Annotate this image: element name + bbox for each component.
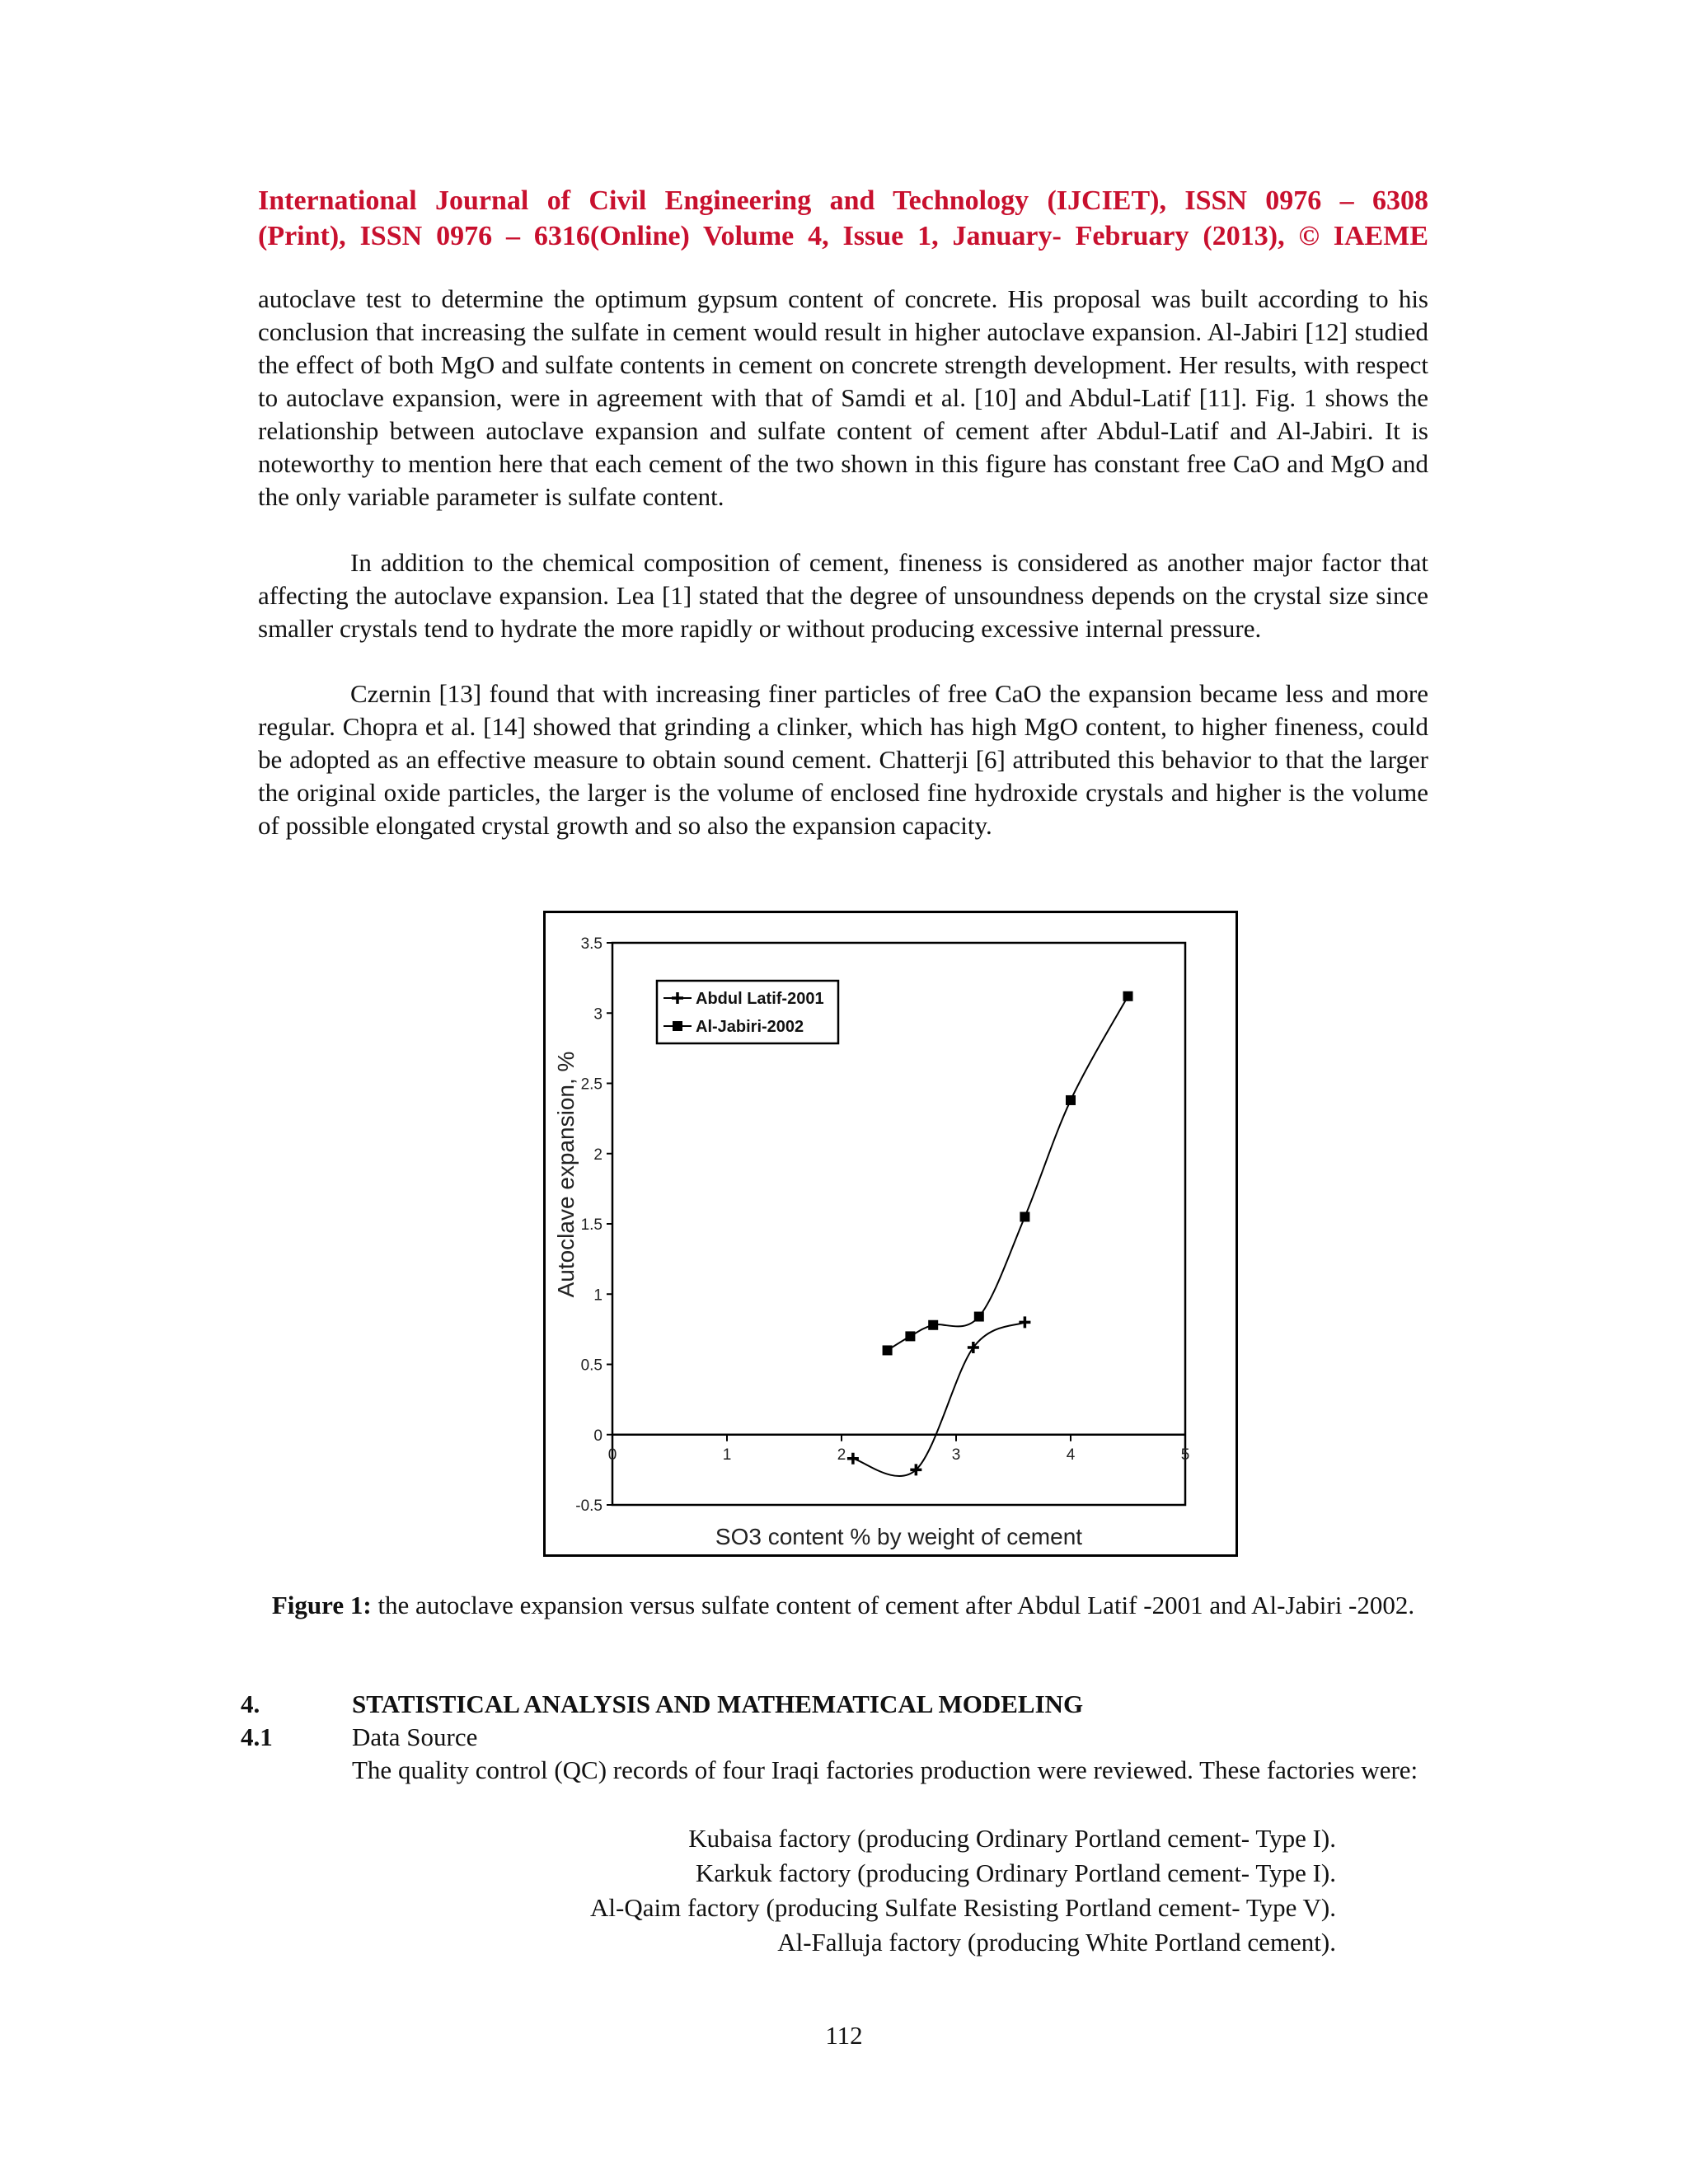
series-al-jabiri-2002 bbox=[883, 991, 1133, 1356]
paragraph-fineness bbox=[258, 546, 1428, 645]
paragraph-czernin bbox=[258, 677, 1428, 842]
data-point-square bbox=[928, 1320, 938, 1330]
data-point-square bbox=[883, 1345, 893, 1355]
data-point-plus bbox=[1019, 1316, 1030, 1328]
series-line bbox=[888, 996, 1128, 1351]
factory-item: Karkuk factory (producing Ordinary Portland cement- Type I). bbox=[695, 1858, 1336, 1887]
data-point-square bbox=[905, 1331, 915, 1341]
caption-label: Figure 1: bbox=[271, 1591, 372, 1619]
data-point-square bbox=[1123, 991, 1133, 1001]
x-axis-label: SO3 content % by weight of cement bbox=[715, 1524, 1083, 1549]
data-source-paragraph: The quality control (QC) records of four Iraqi factories production were reviewed. These factories were: bbox=[352, 1755, 1418, 1784]
data-point-plus bbox=[847, 1453, 859, 1465]
y-tick-label: 0 bbox=[593, 1427, 603, 1445]
y-tick-label: -0.5 bbox=[575, 1497, 603, 1515]
factory-item: Al-Qaim factory (producing Sulfate Resisting Portland cement- Type V). bbox=[590, 1893, 1336, 1922]
factory-item: Kubaisa factory (producing Ordinary Portland cement- Type I). bbox=[688, 1824, 1336, 1853]
factory-list bbox=[352, 1821, 1336, 1960]
series-abdul-latif-2001 bbox=[847, 1316, 1031, 1476]
figure-caption bbox=[258, 1589, 1428, 1622]
paragraph-text: autoclave test to determine the optimum gypsum content of concrete. His proposal was built according to his conclusion that increasing the sulfate in cement would result in higher autoclave expansion. Al-Jabiri [12] studied the effect of both MgO and sulfate contents in cement on concrete strength development. Her results, with respect to autoclave expansion, were in agreement with that of Samdi et al. [10] and Abdul-Latif [11]. Fig. 1 shows the relationship between autoclave expansion and sulfate content of cement after Abdul-Latif and Al-Jabiri. It is noteworthy to mention here that each cement of the two shown in this figure has constant free CaO and MgO and the only variable parameter is sulfate content. bbox=[258, 284, 1428, 511]
caption-text: the autoclave expansion versus sulfate content of cement after Abdul Latif -2001 and Al-Jabiri -2002. bbox=[371, 1591, 1415, 1619]
factory-item: Al-Falluja factory (producing White Portland cement). bbox=[777, 1928, 1336, 1957]
y-tick-label: 1 bbox=[593, 1286, 603, 1305]
data-point-square bbox=[673, 1021, 682, 1031]
chart-svg bbox=[546, 913, 1240, 1559]
data-point-square bbox=[1020, 1212, 1029, 1221]
section-title: STATISTICAL ANALYSIS AND MATHEMATICAL MODELING bbox=[352, 1690, 1084, 1718]
x-tick-label: 3 bbox=[951, 1446, 961, 1464]
x-tick-label: 0 bbox=[607, 1446, 617, 1464]
legend-label: Abdul Latif-2001 bbox=[696, 990, 824, 1008]
series-line bbox=[853, 1322, 1025, 1476]
figure-1 bbox=[543, 911, 1238, 1557]
y-tick-label: 2 bbox=[593, 1146, 603, 1164]
subsection-number: 4.1 bbox=[241, 1722, 273, 1751]
x-tick-label: 2 bbox=[837, 1446, 846, 1464]
y-tick-label: 3.5 bbox=[580, 935, 603, 953]
header-line-1: International Journal of Civil Engineering and Technology (IJCIET), ISSN 0976 – 6308 bbox=[258, 185, 1428, 216]
paragraph-autoclave-test bbox=[258, 283, 1428, 513]
y-tick-label: 3 bbox=[593, 1005, 603, 1024]
section-number: 4. bbox=[241, 1690, 260, 1718]
header-line-2: (Print), ISSN 0976 – 6316(Online) Volume 4, Issue 1, January- February (2013), © IAEME bbox=[258, 221, 1428, 251]
y-axis-label: Autoclave expansion, % bbox=[553, 1051, 579, 1298]
journal-header bbox=[258, 183, 1428, 254]
page-number: 112 bbox=[825, 2021, 863, 2050]
paragraph-text: Czernin [13] found that with increasing finer particles of free CaO the expansion became less and more regular. Chopra et al. [14] showed that grinding a clinker, which has high MgO content, to higher fineness, could be adopted as an effective measure to obtain sound cement. Chatterji [6] attributed this behavior to that the larger the original oxide particles, the larger is the volume of enclosed fine hydroxide crystals and higher is the volume of possible elongated crystal growth and so also the expansion capacity. bbox=[258, 679, 1428, 840]
legend-label: Al-Jabiri-2002 bbox=[696, 1018, 804, 1036]
subsection-title: Data Source bbox=[352, 1722, 478, 1751]
x-tick-label: 5 bbox=[1180, 1446, 1190, 1464]
data-point-square bbox=[974, 1312, 984, 1322]
legend bbox=[657, 981, 838, 1043]
y-tick-label: 0.5 bbox=[580, 1357, 603, 1375]
data-point-square bbox=[1066, 1095, 1076, 1105]
x-tick-label: 4 bbox=[1066, 1446, 1076, 1464]
x-tick-label: 1 bbox=[722, 1446, 732, 1464]
y-tick-label: 2.5 bbox=[580, 1076, 603, 1094]
y-tick-label: 1.5 bbox=[580, 1216, 603, 1234]
paragraph-text: In addition to the chemical composition of cement, fineness is considered as another major factor that affecting the autoclave expansion. Lea [1] stated that the degree of unsoundness depends on the crystal size since smaller crystals tend to hydrate the more rapidly or without producing excessive internal pressure. bbox=[258, 548, 1428, 643]
